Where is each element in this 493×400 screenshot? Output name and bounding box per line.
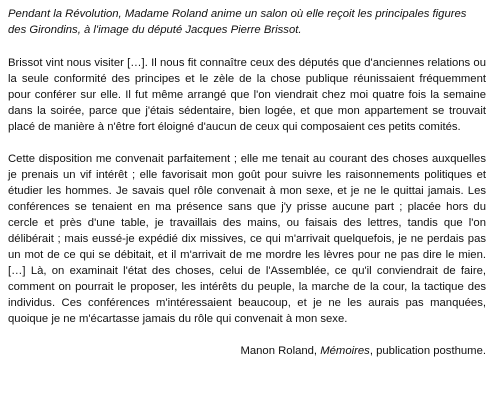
attribution-author: Manon Roland, — [240, 345, 318, 357]
paragraph-2: Cette disposition me convenait parfaitement ; elle me tenait au courant des choses auxquelles je prenais un vif intérêt ; elle favorisait mon goût pour suivre les raisonnements politiques et étudier les hommes. Je savais quel rôle convenait à mon sexe, et je ne le quittai jamais. Les conférences se tenaient en ma présence sans que j'y prisse aucune part ; placée hors du cercle et près d'une table, je travaillais des mains, ou faisais des lettres, tandis que l'on délibérait ; mais eussé-je expédié dix missives, ce qui m'arrivait quelquefois, je ne perdais pas un mot de ce qui se débitait, et il m'arrivait de me mordre les lèvres pour ne pas dire le mien. […] Là, on examinait l'état des choses, celui de l'Assemblée, ce qu'il conviendrait de faire, comment on pourrait le proposer, les intérêts du peuple, la marche de la cour, la tactique des individus. Ces conférences m'intéressaient beaucoup, et je ne les aurais pas manquées, quoique je ne m'écartasse jamais du rôle qui convenait à mon sexe. — [8, 153, 486, 325]
attribution-note: , publication posthume. — [369, 345, 486, 357]
paragraph-1: Brissot vint nous visiter […]. Il nous fit connaître ceux des députés que d'anciennes relations ou la seule conformité des principes et le zèle de la chose publique réunissaient fréquemment pour conférer sur elle. Il fut même arrangé que l'on viendrait chez moi quatre fois la semaine dans la soirée, parce que j'étais sédentaire, bien logée, et que mon appartement se trouvait placé de manière à n'être fort éloigné d'aucun de ceux qui composaient ces petits comités. — [8, 57, 486, 133]
intro-text: Pendant la Révolution, Madame Roland anime un salon où elle reçoit les principales figures des Girondins, à l'image du député Jacques Pierre Brissot. — [8, 8, 467, 36]
attribution — [8, 343, 486, 359]
attribution-work: Mémoires — [320, 345, 370, 357]
